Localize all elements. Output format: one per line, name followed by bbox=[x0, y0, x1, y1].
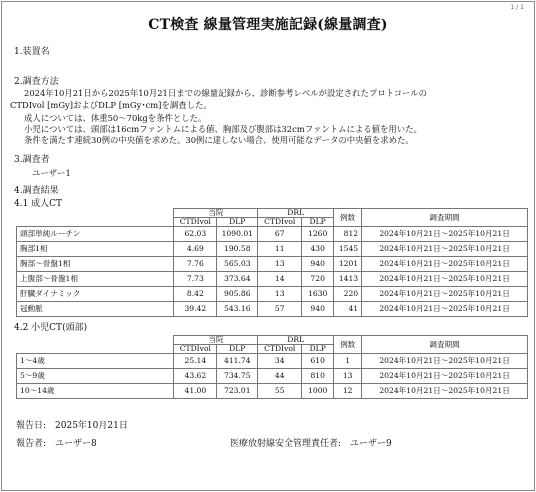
header-ctdivol: CTDIvol bbox=[174, 218, 217, 227]
age-group: 1～4歳 bbox=[17, 354, 174, 369]
case-count: 41 bbox=[334, 302, 362, 317]
drl-dlp-value: 610 bbox=[302, 354, 334, 369]
method-line: 2024年10月21日から2025年10月21日までの線量記録から、診断参考レベルが設定されたプロトコールの bbox=[24, 88, 427, 98]
report-page bbox=[1, 1, 535, 491]
report-date: 報告日: 2025年10月21日 bbox=[16, 421, 128, 431]
drl-ctdivol-value: 14 bbox=[258, 272, 302, 287]
drl-dlp-value: 1630 bbox=[302, 287, 334, 302]
survey-period: 2024年10月21日～2025年10月21日 bbox=[362, 384, 528, 399]
safety-manager: 医療放射線安全管理責任者: ユーザー9 bbox=[230, 439, 392, 449]
drl-ctdivol-value: 55 bbox=[258, 384, 302, 399]
investigator-name: ユーザー1 bbox=[32, 168, 71, 178]
header-count: 例数 bbox=[334, 209, 362, 227]
header-ctdivol: CTDIvol bbox=[174, 345, 217, 354]
table-row bbox=[17, 354, 528, 369]
drl-ctdivol-value: 13 bbox=[258, 287, 302, 302]
dlp-value: 373.64 bbox=[217, 272, 258, 287]
header-dlp: DLP bbox=[217, 218, 258, 227]
table-row bbox=[17, 369, 528, 384]
drl-ctdivol-value: 44 bbox=[258, 369, 302, 384]
drl-dlp-value: 810 bbox=[302, 369, 334, 384]
header-drl-ctdivol: CTDIvol bbox=[258, 218, 302, 227]
drl-dlp-value: 720 bbox=[302, 272, 334, 287]
adult-dose-table bbox=[16, 208, 528, 317]
protocol-name: 冠動脈 bbox=[17, 302, 174, 317]
ctdivol-value: 7.76 bbox=[174, 257, 217, 272]
header-drl: DRL bbox=[258, 209, 334, 218]
dlp-value: 1090.01 bbox=[217, 227, 258, 242]
reporter: 報告者: ユーザー8 bbox=[16, 439, 97, 449]
table-row bbox=[17, 272, 528, 287]
header-count: 例数 bbox=[334, 336, 362, 354]
table-row bbox=[17, 384, 528, 399]
drl-ctdivol-value: 34 bbox=[258, 354, 302, 369]
header-toin: 当院 bbox=[174, 209, 258, 218]
dlp-value: 723.01 bbox=[217, 384, 258, 399]
header-period: 調査期間 bbox=[362, 336, 528, 354]
section-results-heading: 4.調査結果 bbox=[14, 186, 59, 196]
ctdivol-value: 43.62 bbox=[174, 369, 217, 384]
child-ct-heading: 4.2 小児CT(頭部) bbox=[14, 323, 88, 333]
dlp-value: 905.86 bbox=[217, 287, 258, 302]
survey-period: 2024年10月21日～2025年10月21日 bbox=[362, 302, 528, 317]
age-group: 10～14歳 bbox=[17, 384, 174, 399]
header-drl: DRL bbox=[258, 336, 334, 345]
section-method-heading: 2.調査方法 bbox=[14, 77, 59, 87]
dlp-value: 565.03 bbox=[217, 257, 258, 272]
drl-dlp-value: 1000 bbox=[302, 384, 334, 399]
table-row bbox=[17, 257, 528, 272]
dlp-value: 411.74 bbox=[217, 354, 258, 369]
method-line: CTDIvol [mGy]およびDLP [mGy･cm]を調査した。 bbox=[10, 100, 212, 110]
dlp-value: 190.58 bbox=[217, 242, 258, 257]
dlp-value: 543.16 bbox=[217, 302, 258, 317]
table-row bbox=[17, 287, 528, 302]
header-blank-cell bbox=[17, 336, 174, 354]
header-period: 調査期間 bbox=[362, 209, 528, 227]
header-toin: 当院 bbox=[174, 336, 258, 345]
protocol-name: 頭部単純ルーチン bbox=[17, 227, 174, 242]
case-count: 812 bbox=[334, 227, 362, 242]
survey-period: 2024年10月21日～2025年10月21日 bbox=[362, 287, 528, 302]
ctdivol-value: 25.14 bbox=[174, 354, 217, 369]
method-line: 小児については、頭部は16cmファントムによる値、胸部及び腹部は32cmファントムによる値を用いた。 bbox=[24, 124, 422, 134]
header-dlp: DLP bbox=[217, 345, 258, 354]
ctdivol-value: 8.42 bbox=[174, 287, 217, 302]
protocol-name: 上腹部～骨盤1相 bbox=[17, 272, 174, 287]
case-count: 1413 bbox=[334, 272, 362, 287]
protocol-name: 胸部～骨盤1相 bbox=[17, 257, 174, 272]
header-drl-ctdivol: CTDIvol bbox=[258, 345, 302, 354]
child-dose-table bbox=[16, 335, 528, 399]
survey-period: 2024年10月21日～2025年10月21日 bbox=[362, 227, 528, 242]
case-count: 1201 bbox=[334, 257, 362, 272]
page-number: 1 / 1 bbox=[510, 4, 524, 11]
ctdivol-value: 62.03 bbox=[174, 227, 217, 242]
method-line: 成人については、体重50～70kgを条件とした。 bbox=[24, 113, 207, 123]
adult-ct-heading: 4.1 成人CT bbox=[14, 199, 63, 209]
method-line: 条件を満たす連続30例の中央値を求めた。30例に達しない場合、使用可能なデータの中央値を求めた。 bbox=[24, 135, 414, 145]
drl-dlp-value: 430 bbox=[302, 242, 334, 257]
header-drl-dlp: DLP bbox=[302, 345, 334, 354]
ctdivol-value: 41.00 bbox=[174, 384, 217, 399]
table-row bbox=[17, 227, 528, 242]
survey-period: 2024年10月21日～2025年10月21日 bbox=[362, 242, 528, 257]
table-row bbox=[17, 242, 528, 257]
report-title: CT検査 線量管理実施記録(線量調査) bbox=[148, 17, 388, 33]
ctdivol-value: 4.69 bbox=[174, 242, 217, 257]
drl-dlp-value: 1260 bbox=[302, 227, 334, 242]
age-group: 5～9歳 bbox=[17, 369, 174, 384]
drl-dlp-value: 940 bbox=[302, 302, 334, 317]
survey-period: 2024年10月21日～2025年10月21日 bbox=[362, 257, 528, 272]
survey-period: 2024年10月21日～2025年10月21日 bbox=[362, 272, 528, 287]
case-count: 1545 bbox=[334, 242, 362, 257]
header-blank-cell bbox=[17, 209, 174, 227]
case-count: 1 bbox=[334, 354, 362, 369]
survey-period: 2024年10月21日～2025年10月21日 bbox=[362, 354, 528, 369]
protocol-name: 胸部1相 bbox=[17, 242, 174, 257]
section-equipment-heading: 1.装置名 bbox=[14, 47, 50, 57]
drl-ctdivol-value: 13 bbox=[258, 257, 302, 272]
survey-period: 2024年10月21日～2025年10月21日 bbox=[362, 369, 528, 384]
drl-ctdivol-value: 57 bbox=[258, 302, 302, 317]
section-investigator-heading: 3.調査者 bbox=[14, 155, 50, 165]
protocol-name: 肝臓ダイナミック bbox=[17, 287, 174, 302]
case-count: 13 bbox=[334, 369, 362, 384]
header-drl-dlp: DLP bbox=[302, 218, 334, 227]
drl-dlp-value: 940 bbox=[302, 257, 334, 272]
ctdivol-value: 7.73 bbox=[174, 272, 217, 287]
ctdivol-value: 39.42 bbox=[174, 302, 217, 317]
case-count: 12 bbox=[334, 384, 362, 399]
drl-ctdivol-value: 67 bbox=[258, 227, 302, 242]
dlp-value: 734.75 bbox=[217, 369, 258, 384]
case-count: 220 bbox=[334, 287, 362, 302]
table-row bbox=[17, 302, 528, 317]
drl-ctdivol-value: 11 bbox=[258, 242, 302, 257]
